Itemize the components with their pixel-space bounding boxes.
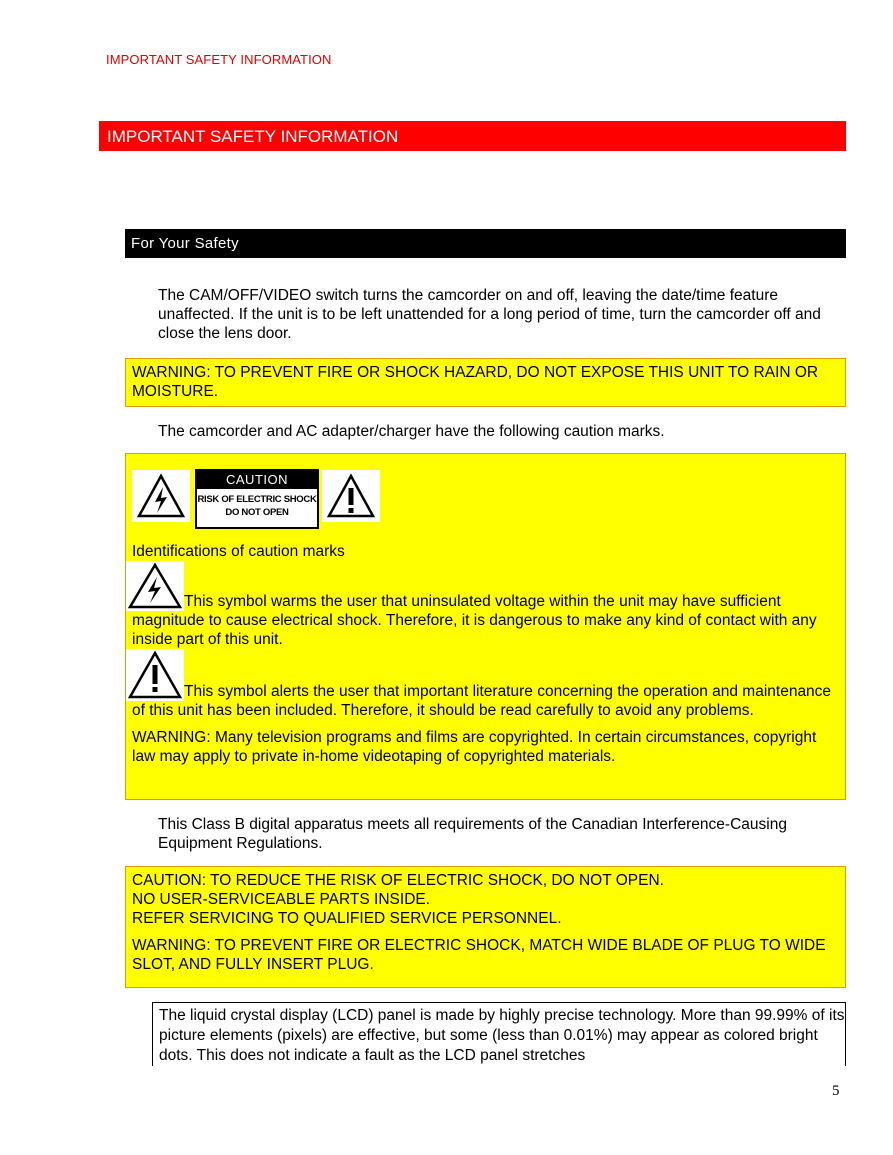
switch-paragraph: The CAM/OFF/VIDEO switch turns the camcorder on and off, leaving the date/time feature unaffected. If the unit is to be left unattended for a long period of time, turn the camcorder off and close the lens door.: [158, 287, 821, 342]
caution-label-row: [132, 466, 839, 526]
shock-caution-line1: CAUTION: TO REDUCE THE RISK OF ELECTRIC SHOCK, DO NOT OPEN.: [132, 872, 664, 889]
identifications-heading: Identifications of caution marks: [132, 543, 345, 560]
section-title: IMPORTANT SAFETY INFORMATION: [99, 121, 846, 151]
shock-caution-line3: REFER SERVICING TO QUALIFIED SERVICE PERSONNEL.: [132, 910, 562, 927]
class-b-paragraph: This Class B digital apparatus meets all requirements of the Canadian Interference-Causing Equipment Regulations.: [158, 816, 787, 852]
caution-marks-box: [125, 453, 846, 800]
caution-label-line1: RISK OF ELECTRIC SHOCK: [197, 494, 317, 505]
shock-caution-line2: NO USER-SERVICEABLE PARTS INSIDE.: [132, 891, 431, 908]
subsection-title: For Your Safety: [125, 229, 846, 258]
lightning-triangle-icon: [126, 561, 184, 611]
copyright-warning: WARNING: Many television programs and films are copyrighted. In certain circumstances, copyright law may apply to private in-home videotaping of copyrighted materials.: [132, 729, 817, 765]
exclamation-triangle-icon: [322, 470, 380, 522]
running-header: IMPORTANT SAFETY INFORMATION: [106, 52, 332, 67]
caution-label-body: [197, 489, 317, 519]
caution-label: [195, 469, 319, 529]
plug-warning: WARNING: TO PREVENT FIRE OR ELECTRIC SHOCK, MATCH WIDE BLADE OF PLUG TO WIDE SLOT, AND FULLY INSERT PLUG.: [132, 937, 826, 973]
fire-warning-text: WARNING: TO PREVENT FIRE OR SHOCK HAZARD, DO NOT EXPOSE THIS UNIT TO RAIN OR MOISTURE.: [132, 364, 819, 400]
lcd-note-box: [152, 1002, 846, 1066]
caution-marks-intro: The camcorder and AC adapter/charger have the following caution marks.: [158, 423, 665, 440]
lcd-note-text: The liquid crystal display (LCD) panel is made by highly precise technology. More than 99.99% of its picture elements (pixels) are effective, but some (less than 0.01%) may appear as colored bright dots. This does not indicate a fault as the LCD panel stretches: [159, 1007, 845, 1064]
lightning-description: This symbol warms the user that uninsulated voltage within the unit may have sufficient magnitude to cause electrical shock. Therefore, it is dangerous to make any kind of contact with any inside part of this unit.: [132, 593, 817, 648]
fire-warning-box: [125, 358, 846, 407]
shock-caution-box: [125, 866, 846, 988]
caution-label-head: CAUTION: [197, 471, 317, 489]
lightning-triangle-icon: [132, 470, 190, 522]
exclamation-triangle-icon: [126, 649, 184, 701]
exclamation-description: This symbol alerts the user that important literature concerning the operation and maintenance of this unit has been included. Therefore, it should be read carefully to avoid any problems.: [132, 683, 832, 719]
caution-label-line2: DO NOT OPEN: [225, 507, 289, 518]
page-number: 5: [832, 1083, 840, 1099]
